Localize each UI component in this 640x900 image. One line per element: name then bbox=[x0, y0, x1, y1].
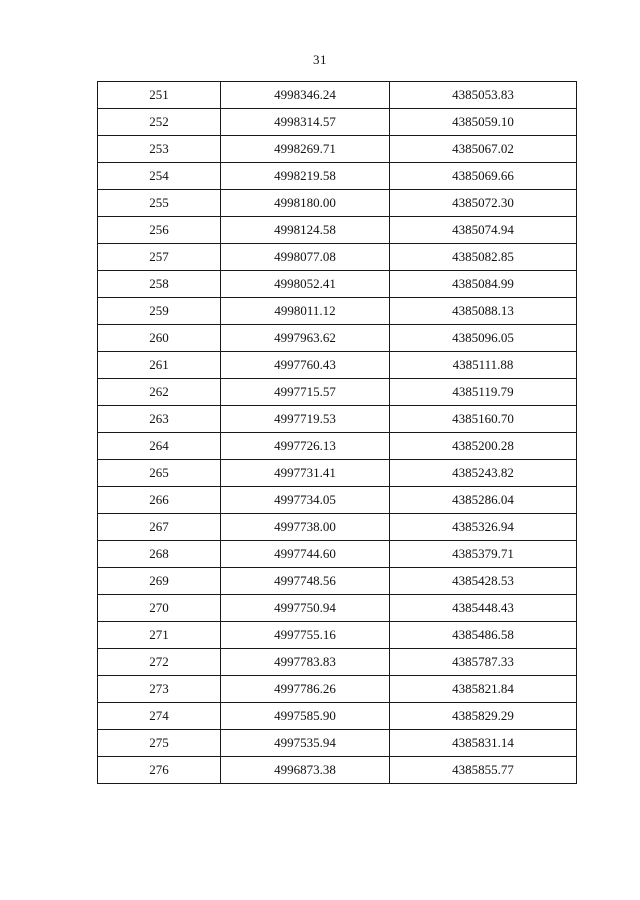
y-coordinate-cell: 4385072.30 bbox=[390, 190, 577, 217]
table-row bbox=[98, 298, 577, 325]
y-coordinate-cell: 4385096.05 bbox=[390, 325, 577, 352]
table-row bbox=[98, 82, 577, 109]
table-row bbox=[98, 271, 577, 298]
table-row bbox=[98, 757, 577, 784]
y-coordinate-cell: 4385200.28 bbox=[390, 433, 577, 460]
y-coordinate-cell: 4385059.10 bbox=[390, 109, 577, 136]
x-coordinate-cell: 4997744.60 bbox=[221, 541, 390, 568]
x-coordinate-cell: 4998269.71 bbox=[221, 136, 390, 163]
point-number-cell: 267 bbox=[98, 514, 221, 541]
table-row bbox=[98, 622, 577, 649]
point-number-cell: 259 bbox=[98, 298, 221, 325]
point-number-cell: 274 bbox=[98, 703, 221, 730]
point-number-cell: 254 bbox=[98, 163, 221, 190]
y-coordinate-cell: 4385069.66 bbox=[390, 163, 577, 190]
point-number-cell: 255 bbox=[98, 190, 221, 217]
y-coordinate-cell: 4385829.29 bbox=[390, 703, 577, 730]
y-coordinate-cell: 4385160.70 bbox=[390, 406, 577, 433]
x-coordinate-cell: 4997760.43 bbox=[221, 352, 390, 379]
x-coordinate-cell: 4996873.38 bbox=[221, 757, 390, 784]
y-coordinate-cell: 4385088.13 bbox=[390, 298, 577, 325]
point-number-cell: 252 bbox=[98, 109, 221, 136]
table-row bbox=[98, 514, 577, 541]
x-coordinate-cell: 4998219.58 bbox=[221, 163, 390, 190]
y-coordinate-cell: 4385821.84 bbox=[390, 676, 577, 703]
table-row bbox=[98, 244, 577, 271]
table-row bbox=[98, 460, 577, 487]
y-coordinate-cell: 4385082.85 bbox=[390, 244, 577, 271]
x-coordinate-cell: 4997726.13 bbox=[221, 433, 390, 460]
point-number-cell: 262 bbox=[98, 379, 221, 406]
table-row bbox=[98, 406, 577, 433]
table-row bbox=[98, 352, 577, 379]
page-number: 31 bbox=[313, 52, 327, 67]
point-number-cell: 264 bbox=[98, 433, 221, 460]
point-number-cell: 251 bbox=[98, 82, 221, 109]
y-coordinate-cell: 4385831.14 bbox=[390, 730, 577, 757]
y-coordinate-cell: 4385119.79 bbox=[390, 379, 577, 406]
point-number-cell: 257 bbox=[98, 244, 221, 271]
y-coordinate-cell: 4385428.53 bbox=[390, 568, 577, 595]
y-coordinate-cell: 4385053.83 bbox=[390, 82, 577, 109]
table-row bbox=[98, 217, 577, 244]
table-row bbox=[98, 568, 577, 595]
x-coordinate-cell: 4998077.08 bbox=[221, 244, 390, 271]
x-coordinate-cell: 4998314.57 bbox=[221, 109, 390, 136]
point-number-cell: 265 bbox=[98, 460, 221, 487]
point-number-cell: 253 bbox=[98, 136, 221, 163]
point-number-cell: 260 bbox=[98, 325, 221, 352]
point-number-cell: 263 bbox=[98, 406, 221, 433]
x-coordinate-cell: 4997786.26 bbox=[221, 676, 390, 703]
point-number-cell: 270 bbox=[98, 595, 221, 622]
point-number-cell: 261 bbox=[98, 352, 221, 379]
table-row bbox=[98, 595, 577, 622]
point-number-cell: 268 bbox=[98, 541, 221, 568]
y-coordinate-cell: 4385067.02 bbox=[390, 136, 577, 163]
x-coordinate-cell: 4998011.12 bbox=[221, 298, 390, 325]
x-coordinate-cell: 4997585.90 bbox=[221, 703, 390, 730]
point-number-cell: 256 bbox=[98, 217, 221, 244]
y-coordinate-cell: 4385379.71 bbox=[390, 541, 577, 568]
x-coordinate-cell: 4997755.16 bbox=[221, 622, 390, 649]
x-coordinate-cell: 4997719.53 bbox=[221, 406, 390, 433]
table-row bbox=[98, 676, 577, 703]
y-coordinate-cell: 4385855.77 bbox=[390, 757, 577, 784]
point-number-cell: 276 bbox=[98, 757, 221, 784]
y-coordinate-cell: 4385787.33 bbox=[390, 649, 577, 676]
y-coordinate-cell: 4385486.58 bbox=[390, 622, 577, 649]
y-coordinate-cell: 4385111.88 bbox=[390, 352, 577, 379]
point-number-cell: 258 bbox=[98, 271, 221, 298]
y-coordinate-cell: 4385243.82 bbox=[390, 460, 577, 487]
x-coordinate-cell: 4997750.94 bbox=[221, 595, 390, 622]
x-coordinate-cell: 4997734.05 bbox=[221, 487, 390, 514]
table-row bbox=[98, 541, 577, 568]
y-coordinate-cell: 4385448.43 bbox=[390, 595, 577, 622]
x-coordinate-cell: 4997731.41 bbox=[221, 460, 390, 487]
table-row bbox=[98, 190, 577, 217]
coordinates-table bbox=[97, 81, 577, 784]
point-number-cell: 266 bbox=[98, 487, 221, 514]
point-number-cell: 273 bbox=[98, 676, 221, 703]
x-coordinate-cell: 4997748.56 bbox=[221, 568, 390, 595]
x-coordinate-cell: 4997783.83 bbox=[221, 649, 390, 676]
table-row bbox=[98, 703, 577, 730]
x-coordinate-cell: 4998180.00 bbox=[221, 190, 390, 217]
table-row bbox=[98, 109, 577, 136]
x-coordinate-cell: 4997963.62 bbox=[221, 325, 390, 352]
x-coordinate-cell: 4998346.24 bbox=[221, 82, 390, 109]
x-coordinate-cell: 4997535.94 bbox=[221, 730, 390, 757]
point-number-cell: 269 bbox=[98, 568, 221, 595]
y-coordinate-cell: 4385074.94 bbox=[390, 217, 577, 244]
point-number-cell: 272 bbox=[98, 649, 221, 676]
x-coordinate-cell: 4998052.41 bbox=[221, 271, 390, 298]
table-row bbox=[98, 730, 577, 757]
table-row bbox=[98, 433, 577, 460]
y-coordinate-cell: 4385286.04 bbox=[390, 487, 577, 514]
point-number-cell: 275 bbox=[98, 730, 221, 757]
x-coordinate-cell: 4997738.00 bbox=[221, 514, 390, 541]
x-coordinate-cell: 4998124.58 bbox=[221, 217, 390, 244]
x-coordinate-cell: 4997715.57 bbox=[221, 379, 390, 406]
y-coordinate-cell: 4385326.94 bbox=[390, 514, 577, 541]
table-row bbox=[98, 136, 577, 163]
table-row bbox=[98, 487, 577, 514]
table-row bbox=[98, 163, 577, 190]
y-coordinate-cell: 4385084.99 bbox=[390, 271, 577, 298]
point-number-cell: 271 bbox=[98, 622, 221, 649]
table-row bbox=[98, 649, 577, 676]
table-row bbox=[98, 379, 577, 406]
table-row bbox=[98, 325, 577, 352]
coordinates-table-body bbox=[98, 82, 577, 784]
